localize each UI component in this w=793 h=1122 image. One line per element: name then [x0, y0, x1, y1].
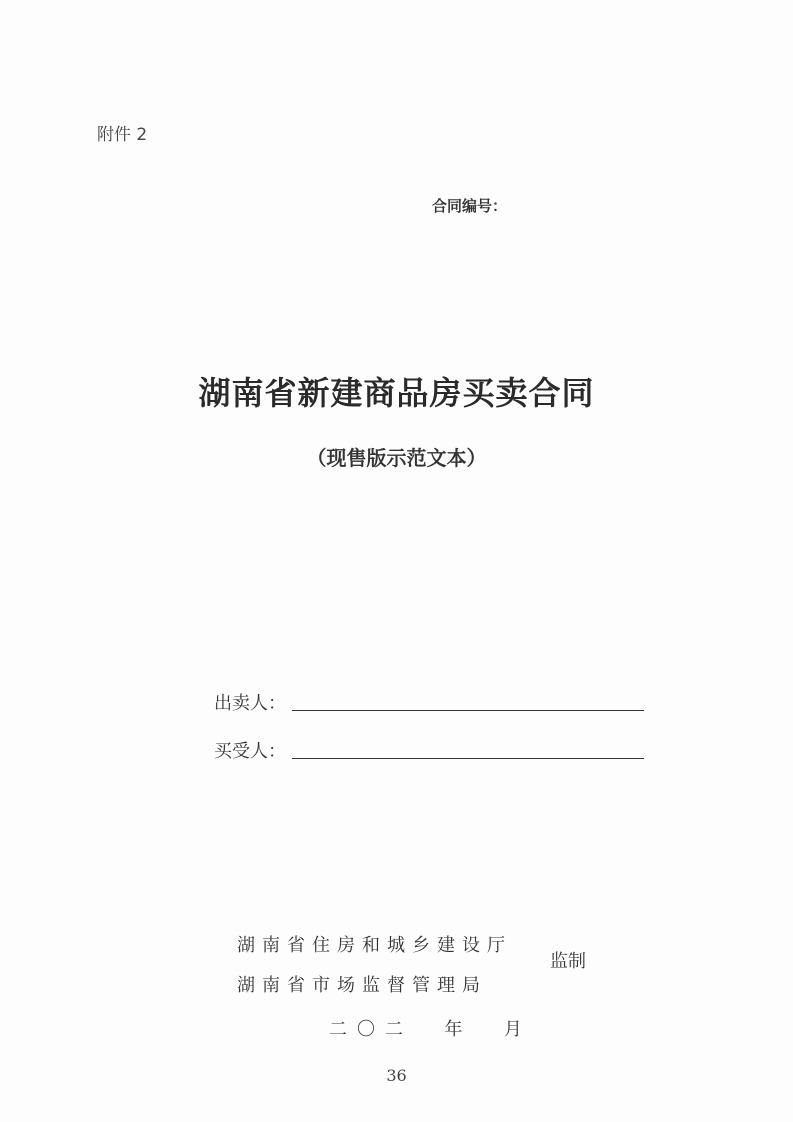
seller-row	[214, 685, 644, 715]
issue-date: 二〇二 年 月	[329, 1019, 532, 1040]
attachment-label: 附件 2	[97, 125, 148, 145]
seller-blank-line	[292, 690, 644, 711]
issuer-block	[237, 926, 512, 1006]
page-number: 36	[386, 1066, 407, 1085]
buyer-label: 买受人：	[214, 741, 286, 762]
supervise-label: 监制	[550, 951, 586, 972]
buyer-row	[214, 733, 644, 763]
issuer-housing-department: 湖南省住房和城乡建设厅	[237, 935, 512, 956]
contract-number-label: 合同编号：	[432, 197, 508, 215]
contract-title: 湖南省新建商品房买卖合同	[198, 374, 595, 412]
buyer-blank-line	[292, 738, 644, 759]
issuer-market-regulation-bureau: 湖南省市场监督管理局	[237, 975, 487, 996]
contract-subtitle: （现售版示范文本）	[306, 446, 487, 470]
seller-label: 出卖人：	[214, 693, 286, 714]
